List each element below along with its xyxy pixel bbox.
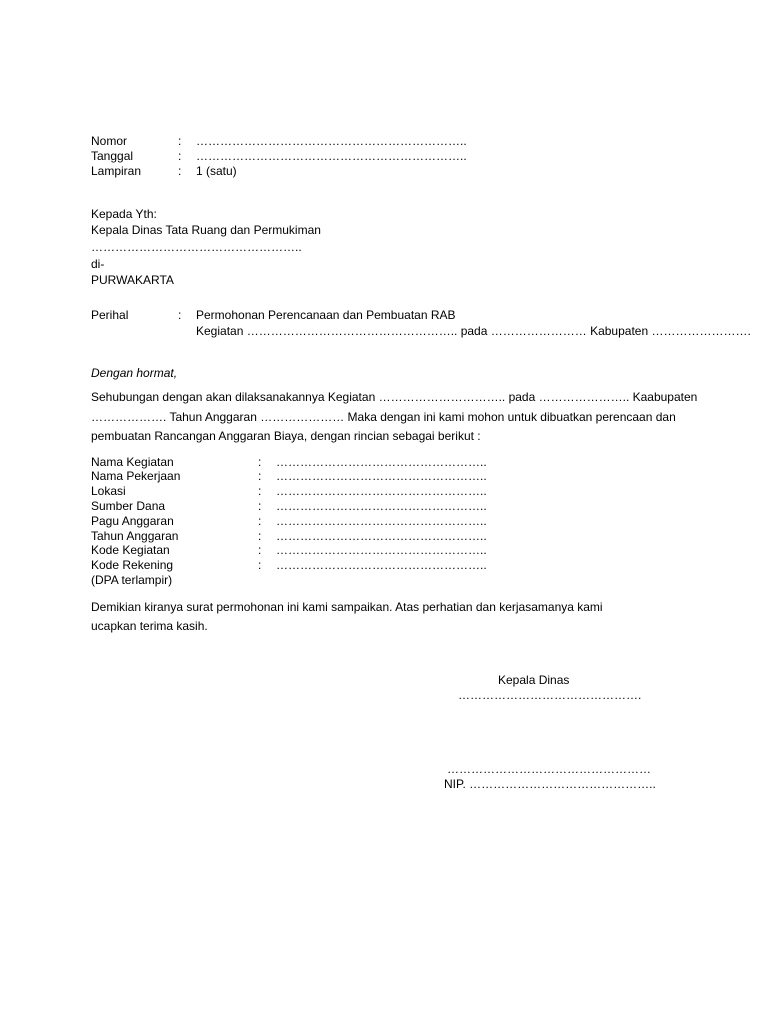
closing-line: Demikian kiranya surat permohonan ini kami sampaikan. Atas perhatian dan kerjasamanya kami [91, 600, 603, 614]
recipient-title: Kepala Dinas Tata Ruang dan Permukiman [91, 223, 321, 237]
signature-nip: NIP. ……………………………………….. [444, 777, 656, 791]
detail-separator: : [258, 484, 262, 498]
detail-separator: : [258, 499, 262, 513]
recipient-di: di- [91, 257, 105, 271]
body-line: Sehubungan dengan akan dilaksanakannya Kegiatan ………………………….. pada ………………….. Kaabupaten [91, 390, 698, 404]
detail-value: …………………………………………….. [276, 514, 487, 528]
detail-separator: : [258, 455, 262, 469]
signature-name-blank: …………………………………………… [447, 762, 651, 776]
detail-separator: : [258, 543, 262, 557]
detail-value: …………………………………………….. [276, 499, 487, 513]
detail-label: Pagu Anggaran [91, 514, 174, 528]
detail-value: …………………………………………….. [276, 543, 487, 557]
tanggal-separator: : [178, 149, 182, 163]
recipient-name-blank: …………………………………………….. [91, 240, 302, 254]
detail-label: Sumber Dana [91, 499, 166, 513]
subject-line-1: Permohonan Perencanaan dan Pembuatan RAB [196, 308, 456, 322]
body-line: ………………. Tahun Anggaran ………………… Maka dengan ini kami mohon untuk dibuatkan perencaan dan [91, 410, 676, 424]
closing-line: ucapkan terima kasih. [91, 619, 208, 633]
body-line: pembuatan Rancangan Anggaran Biaya, dengan rincian sebagai berikut : [91, 429, 481, 443]
lampiran-label: Lampiran [91, 164, 142, 178]
lampiran-value: 1 (satu) [196, 164, 237, 178]
detail-separator: : [258, 529, 262, 543]
lampiran-separator: : [178, 164, 182, 178]
tanggal-value: ………………………………………………………….. [196, 149, 467, 163]
detail-value: …………………………………………….. [276, 558, 487, 572]
recipient-salutation: Kepada Yth: [91, 207, 157, 221]
recipient-city: PURWAKARTA [91, 273, 174, 287]
nomor-label: Nomor [91, 134, 128, 148]
signature-region-blank: ………………………………………. [458, 688, 642, 702]
detail-value: …………………………………………….. [276, 455, 487, 469]
details-note: (DPA terlampir) [91, 573, 173, 587]
detail-value: …………………………………………….. [276, 484, 487, 498]
subject-label: Perihal [91, 308, 129, 322]
detail-label: Kode Rekening [91, 558, 174, 572]
nomor-separator: : [178, 134, 182, 148]
detail-label: Nama Pekerjaan [91, 469, 181, 483]
detail-separator: : [258, 469, 262, 483]
signature-title: Kepala Dinas [498, 673, 570, 687]
detail-label: Kode Kegiatan [91, 543, 170, 557]
detail-label: Tahun Anggaran [91, 529, 179, 543]
subject-separator: : [178, 308, 182, 322]
nomor-value: ………………………………………………………….. [196, 134, 467, 148]
detail-label: Lokasi [91, 484, 126, 498]
opening-greeting: Dengan hormat, [91, 366, 178, 380]
detail-separator: : [258, 514, 262, 528]
tanggal-label: Tanggal [91, 149, 134, 163]
detail-separator: : [258, 558, 262, 572]
detail-label: Nama Kegiatan [91, 455, 174, 469]
subject-line-2: Kegiatan …………………………………………….. pada …………………… Kabupaten ……………………. [196, 324, 751, 338]
detail-value: …………………………………………….. [276, 469, 487, 483]
detail-value: …………………………………………….. [276, 529, 487, 543]
